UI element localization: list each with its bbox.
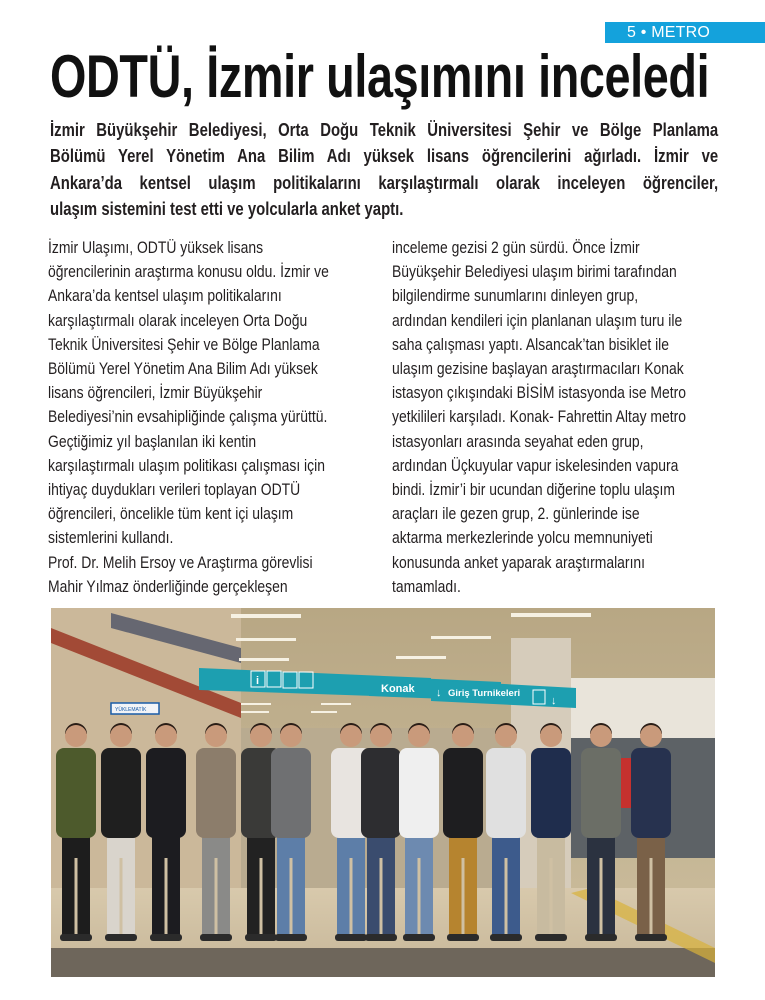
- person-torso: [443, 748, 483, 838]
- body-line: Büyükşehir Belediyesi ulaşım birimi tarafından: [392, 263, 677, 282]
- body-line: bindi. İzmir’i bir ucundan diğerine toplu ulaşım: [392, 481, 675, 500]
- leg-gap: [505, 858, 508, 936]
- person-shoes: [60, 934, 92, 941]
- info-glyph: i: [256, 675, 260, 687]
- person-shoes: [105, 934, 137, 941]
- person-shoes: [150, 934, 182, 941]
- person-shoes: [200, 934, 232, 941]
- leg-gap: [350, 858, 353, 936]
- body-line: Teknik Üniversitesi Şehir ve Bölge Planlama: [48, 335, 320, 354]
- body-line: ardından Üçkuyular vapur iskelesinden vapura: [392, 456, 679, 475]
- lede-line: İzmir Büyükşehir Belediyesi, Orta Doğu Teknik Üniversitesi Şehir ve Bölge Planlama: [50, 119, 719, 140]
- section-badge: [605, 22, 765, 43]
- person-head: [205, 725, 227, 747]
- person-head: [452, 725, 474, 747]
- body-line: konusunda anket yaparak araştırmalarını: [392, 553, 646, 572]
- person-torso: [101, 748, 141, 838]
- lede-line: ulaşım sistemini test etti ve yolcularla anket yaptı.: [50, 197, 404, 219]
- body-line: yetkilileri karşıladı. Konak- Fahrettin Altay metro: [392, 408, 687, 427]
- person-head: [280, 725, 302, 747]
- person-head: [640, 725, 662, 747]
- leg-gap: [650, 858, 653, 936]
- person-torso: [531, 748, 571, 838]
- floor-dark-tiles: [51, 948, 715, 977]
- person-shoes: [535, 934, 567, 941]
- body-line: sistemlerini kullandı.: [48, 529, 174, 548]
- body-line: öğrencilerinin araştırma konusu oldu. İzmir ve: [48, 263, 329, 282]
- person-torso: [146, 748, 186, 838]
- person-torso: [399, 748, 439, 838]
- person-shoes: [275, 934, 307, 941]
- body-column-right: [392, 236, 727, 599]
- sign-direction-label: Giriş Turnikeleri: [448, 688, 521, 699]
- body-line: saha çalışması yaptı. Alsancak’tan bisiklet ile: [392, 335, 670, 354]
- person-head: [370, 725, 392, 747]
- body-line: istasyon çıkışındaki BİSİM istasyonda ise Metro: [392, 384, 687, 403]
- person-head: [65, 725, 87, 747]
- lede-line: Bölümü Yerel Yönetim Ana Bilim Adı yüksek lisans öğrencilerini ağırladı. İzmir ve: [50, 145, 719, 167]
- person-torso: [361, 748, 401, 838]
- ticket-booth-sign: [111, 703, 159, 714]
- body-line: lisans öğrencileri, İzmir Büyükşehir: [48, 384, 263, 403]
- person-head: [408, 725, 430, 747]
- person-torso: [196, 748, 236, 838]
- body-line: İzmir Ulaşımı, ODTÜ yüksek lisans: [48, 239, 264, 257]
- person-torso: [486, 748, 526, 838]
- body-line: Geçtiğimiz yıl başlanılan iki kentin: [48, 432, 257, 451]
- body-line: Belediyesi’nin evsahipliğinde çalışma yürüttü.: [48, 408, 328, 427]
- arrow-down-icon: ↓: [436, 687, 442, 699]
- person-shoes: [335, 934, 367, 941]
- lede-line: Ankara’da kentsel ulaşım politikalarını karşılaştırmalı olarak inceleyen öğrenciler,: [50, 171, 719, 193]
- person-head: [340, 725, 362, 747]
- person-torso: [631, 748, 671, 838]
- body-line: bilgilendirme sunumlarını dinleyen grup,: [392, 287, 639, 306]
- person-torso: [581, 748, 621, 838]
- person-torso: [56, 748, 96, 838]
- body-line: karşılaştırmalı ulaşım politikası çalışması için: [48, 456, 325, 475]
- body-line: Bölümü Yerel Yönetim Ana Bilim Adı yüksek: [48, 360, 318, 379]
- article-headline: ODTÜ, İzmir ulaşımını inceledi: [50, 43, 710, 110]
- leg-gap: [290, 858, 293, 936]
- body-line: tamamladı.: [392, 577, 461, 596]
- body-line: Mahir Yılmaz önderliğinde gerçekleşen: [48, 577, 288, 596]
- leg-gap: [165, 858, 168, 936]
- group-photo: [51, 608, 715, 977]
- leg-gap: [120, 858, 123, 936]
- person-torso: [271, 748, 311, 838]
- person-shoes: [447, 934, 479, 941]
- person-shoes: [245, 934, 277, 941]
- person-head: [110, 725, 132, 747]
- person-head: [590, 725, 612, 747]
- body-line: araçları ile gezen grup, 2. günlerinde ise: [392, 505, 640, 524]
- booth-label: YÜKLEMATİK: [115, 707, 147, 713]
- arrow-down-icon: ↓: [551, 695, 557, 707]
- section-badge-label: 5 • METRO: [627, 24, 710, 41]
- person-shoes: [365, 934, 397, 941]
- leg-gap: [462, 858, 465, 936]
- body-line: karşılaştırmalı olarak inceleyen Orta Doğu: [48, 311, 308, 330]
- photo-illustration: [51, 608, 715, 977]
- person-shoes: [635, 934, 667, 941]
- body-line: öğrencileri, öncelikle tüm kent içi ulaşım: [48, 505, 294, 524]
- leg-gap: [418, 858, 421, 936]
- person-shoes: [585, 934, 617, 941]
- person-head: [540, 725, 562, 747]
- leg-gap: [75, 858, 78, 936]
- leg-gap: [550, 858, 553, 936]
- article-lede: [50, 117, 718, 222]
- person-head: [495, 725, 517, 747]
- body-line: Prof. Dr. Melih Ersoy ve Araştırma görevlisi: [48, 553, 313, 572]
- body-line: Ankara’da kentsel ulaşım politikalarını: [48, 287, 282, 306]
- leg-gap: [380, 858, 383, 936]
- leg-gap: [600, 858, 603, 936]
- body-line: inceleme gezisi 2 gün sürdü. Önce İzmir: [392, 239, 640, 257]
- body-line: aktarma merkezlerinde yolcu memnuniyeti: [392, 529, 653, 548]
- leg-gap: [260, 858, 263, 936]
- leg-gap: [215, 858, 218, 936]
- body-line: ulaşım gezisine başlayan araştırmacıları Konak: [392, 360, 684, 379]
- body-column-left: [48, 236, 375, 599]
- sign-station-name: Konak: [381, 683, 415, 695]
- person-shoes: [490, 934, 522, 941]
- body-line: ardından kendileri için planlanan ulaşım turu ile: [392, 311, 683, 330]
- person-head: [250, 725, 272, 747]
- body-line: istasyonları arasında seyahat eden grup,: [392, 432, 644, 451]
- body-line: ihtiyaç duydukları verileri toplayan ODTÜ: [48, 481, 301, 500]
- person-shoes: [403, 934, 435, 941]
- person-head: [155, 725, 177, 747]
